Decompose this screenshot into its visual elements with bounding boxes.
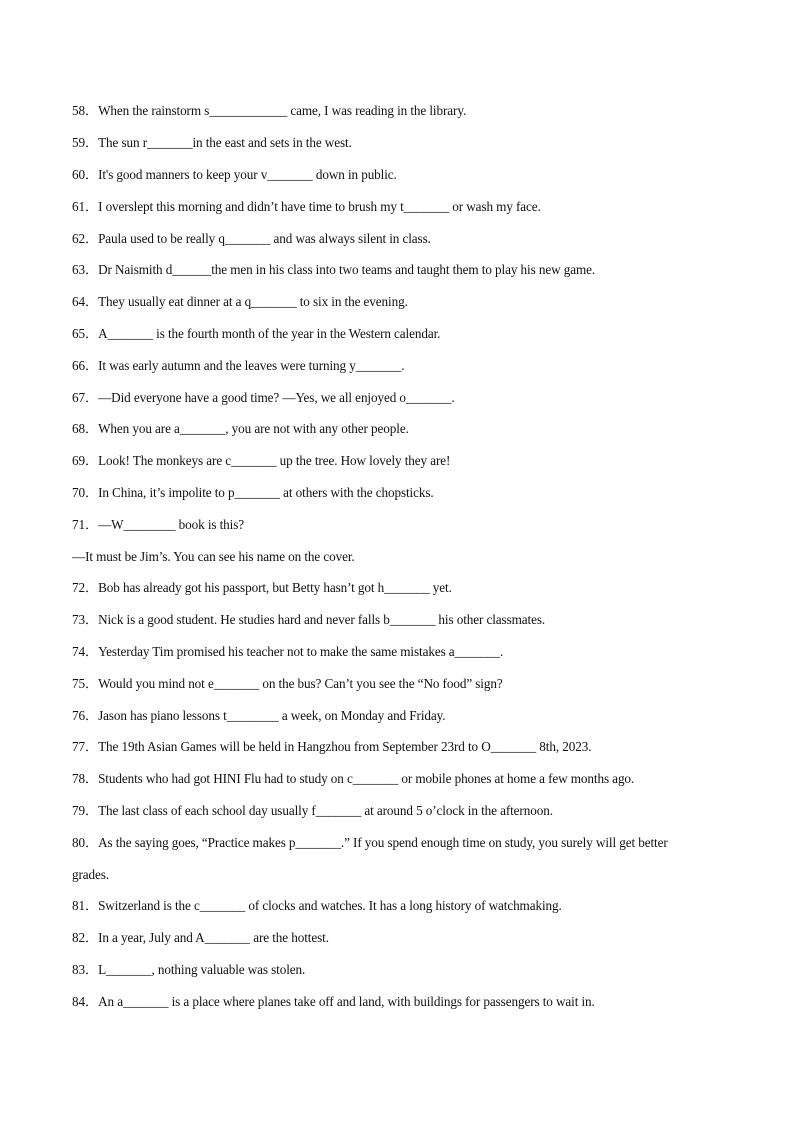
question-64: 64．They usually eat dinner at a q_______ to six in the evening.: [72, 294, 408, 309]
question-78: 78．Students who had got HINI Flu had to study on c_______ or mobile phones at home a few months ago.: [72, 771, 635, 786]
question-62: 62．Paula used to be really q_______ and was always silent in class.: [72, 231, 431, 246]
question-81: 81．Switzerland is the c_______ of clocks and watches. It has a long history of watchmaking.: [72, 898, 562, 913]
question-71-answer-line: —It must be Jim’s. You can see his name on the cover.: [72, 549, 355, 564]
question-82: 82．In a year, July and A_______ are the hottest.: [72, 930, 329, 945]
question-60: 60．It's good manners to keep your v_______ down in public.: [72, 167, 397, 182]
question-63: 63．Dr Naismith d______the men in his class into two teams and taught them to play his new game.: [72, 262, 596, 277]
question-69: 69．Look! The monkeys are c_______ up the tree. How lovely they are!: [72, 453, 451, 468]
question-80-continued: grades.: [72, 867, 110, 882]
question-65: 65．A_______ is the fourth month of the year in the Western calendar.: [72, 326, 441, 341]
question-79: 79．The last class of each school day usually f_______ at around 5 o’clock in the afternoon.: [72, 803, 553, 818]
question-75: 75．Would you mind not e_______ on the bus? Can’t you see the “No food” sign?: [72, 676, 503, 691]
question-77: 77．The 19th Asian Games will be held in Hangzhou from September 23rd to O_______ 8th, 2023.: [72, 739, 592, 754]
question-70: 70．In China, it’s impolite to p_______ at others with the chopsticks.: [72, 485, 434, 500]
question-83: 83．L_______, nothing valuable was stolen.: [72, 962, 306, 977]
question-68: 68．When you are a_______, you are not with any other people.: [72, 421, 409, 436]
question-67: 67．—Did everyone have a good time? —Yes, we all enjoyed o_______.: [72, 390, 455, 405]
question-59: 59．The sun r_______in the east and sets in the west.: [72, 135, 352, 150]
question-84: 84．An a_______ is a place where planes take off and land, with buildings for passengers to wait in.: [72, 994, 595, 1009]
question-58: 58．When the rainstorm s____________ came, I was reading in the library.: [72, 103, 467, 118]
question-80: 80．As the saying goes, “Practice makes p_______.” If you spend enough time on study, you surely will get better: [72, 835, 668, 850]
question-76: 76．Jason has piano lessons t________ a week, on Monday and Friday.: [72, 708, 446, 723]
question-74: 74．Yesterday Tim promised his teacher not to make the same mistakes a_______.: [72, 644, 504, 659]
question-72: 72．Bob has already got his passport, but Betty hasn’t got h_______ yet.: [72, 580, 452, 595]
question-66: 66．It was early autumn and the leaves were turning y_______.: [72, 358, 405, 373]
question-73: 73．Nick is a good student. He studies hard and never falls b_______ his other classmates.: [72, 612, 546, 627]
question-71: 71．—W________ book is this?: [72, 517, 245, 532]
question-61: 61．I overslept this morning and didn’t have time to brush my t_______ or wash my face.: [72, 199, 541, 214]
